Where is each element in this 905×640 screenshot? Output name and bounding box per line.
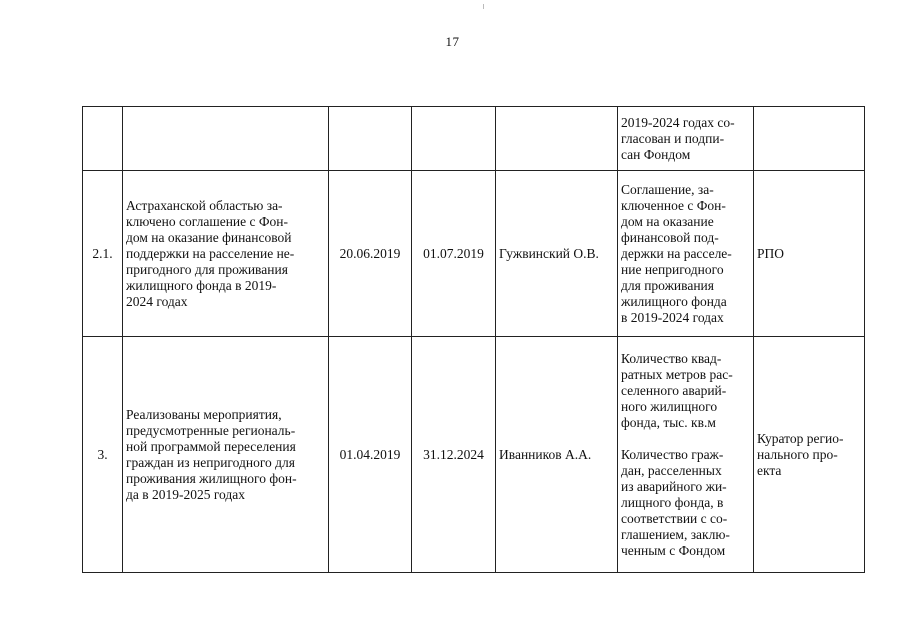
description-cell: Реализованы мероприятия, предусмотренные региональ- ной программой переселения граждан из непригодного для проживания жилищного фон- да в 2019-2025 годах bbox=[123, 337, 329, 573]
responsible-cell bbox=[496, 107, 618, 171]
result-cell: Соглашение, за- ключенное с Фон- дом на оказание финансовой под- держки на расселе- ние непригодного для проживания жилищного фонда в 2019-2024 годах bbox=[618, 171, 754, 337]
end-date-cell bbox=[412, 107, 496, 171]
description-cell: Астраханской областью за- ключено соглашение с Фон- дом на оказание финансовой поддержки на расселение не- пригодного для проживания жилищного фонда в 2019- 2024 годах bbox=[123, 171, 329, 337]
responsible-cell: Гужвинский О.В. bbox=[496, 171, 618, 337]
row-number-cell: 3. bbox=[83, 337, 123, 573]
row-number-cell bbox=[83, 107, 123, 171]
table-row bbox=[83, 107, 865, 171]
result-indicator-area: Количество квад- ратных метров рас- селенного аварий- ного жилищного фонда, тыс. кв.м bbox=[621, 350, 733, 430]
control-cell: Куратор регио- нального про- екта bbox=[754, 337, 865, 573]
start-date-cell: 01.04.2019 bbox=[329, 337, 412, 573]
end-date-cell: 01.07.2019 bbox=[412, 171, 496, 337]
control-cell bbox=[754, 107, 865, 171]
result-cell bbox=[618, 337, 754, 573]
plan-table bbox=[82, 106, 865, 573]
result-indicator-citizens: Количество граж- дан, расселенных из аварийного жи- лищного фонда, в соответствии с со- глашением, заклю- ченным с Фондом bbox=[621, 446, 730, 558]
row-number-cell: 2.1. bbox=[83, 171, 123, 337]
start-date-cell bbox=[329, 107, 412, 171]
end-date-cell: 31.12.2024 bbox=[412, 337, 496, 573]
description-cell bbox=[123, 107, 329, 171]
start-date-cell: 20.06.2019 bbox=[329, 171, 412, 337]
control-cell: РПО bbox=[754, 171, 865, 337]
responsible-cell: Иванников А.А. bbox=[496, 337, 618, 573]
table-row bbox=[83, 171, 865, 337]
result-cell: 2019-2024 годах со- гласован и подпи- сан Фондом bbox=[618, 107, 754, 171]
page-number: 17 bbox=[445, 34, 460, 49]
scan-mark bbox=[483, 4, 484, 9]
table-row bbox=[83, 337, 865, 573]
